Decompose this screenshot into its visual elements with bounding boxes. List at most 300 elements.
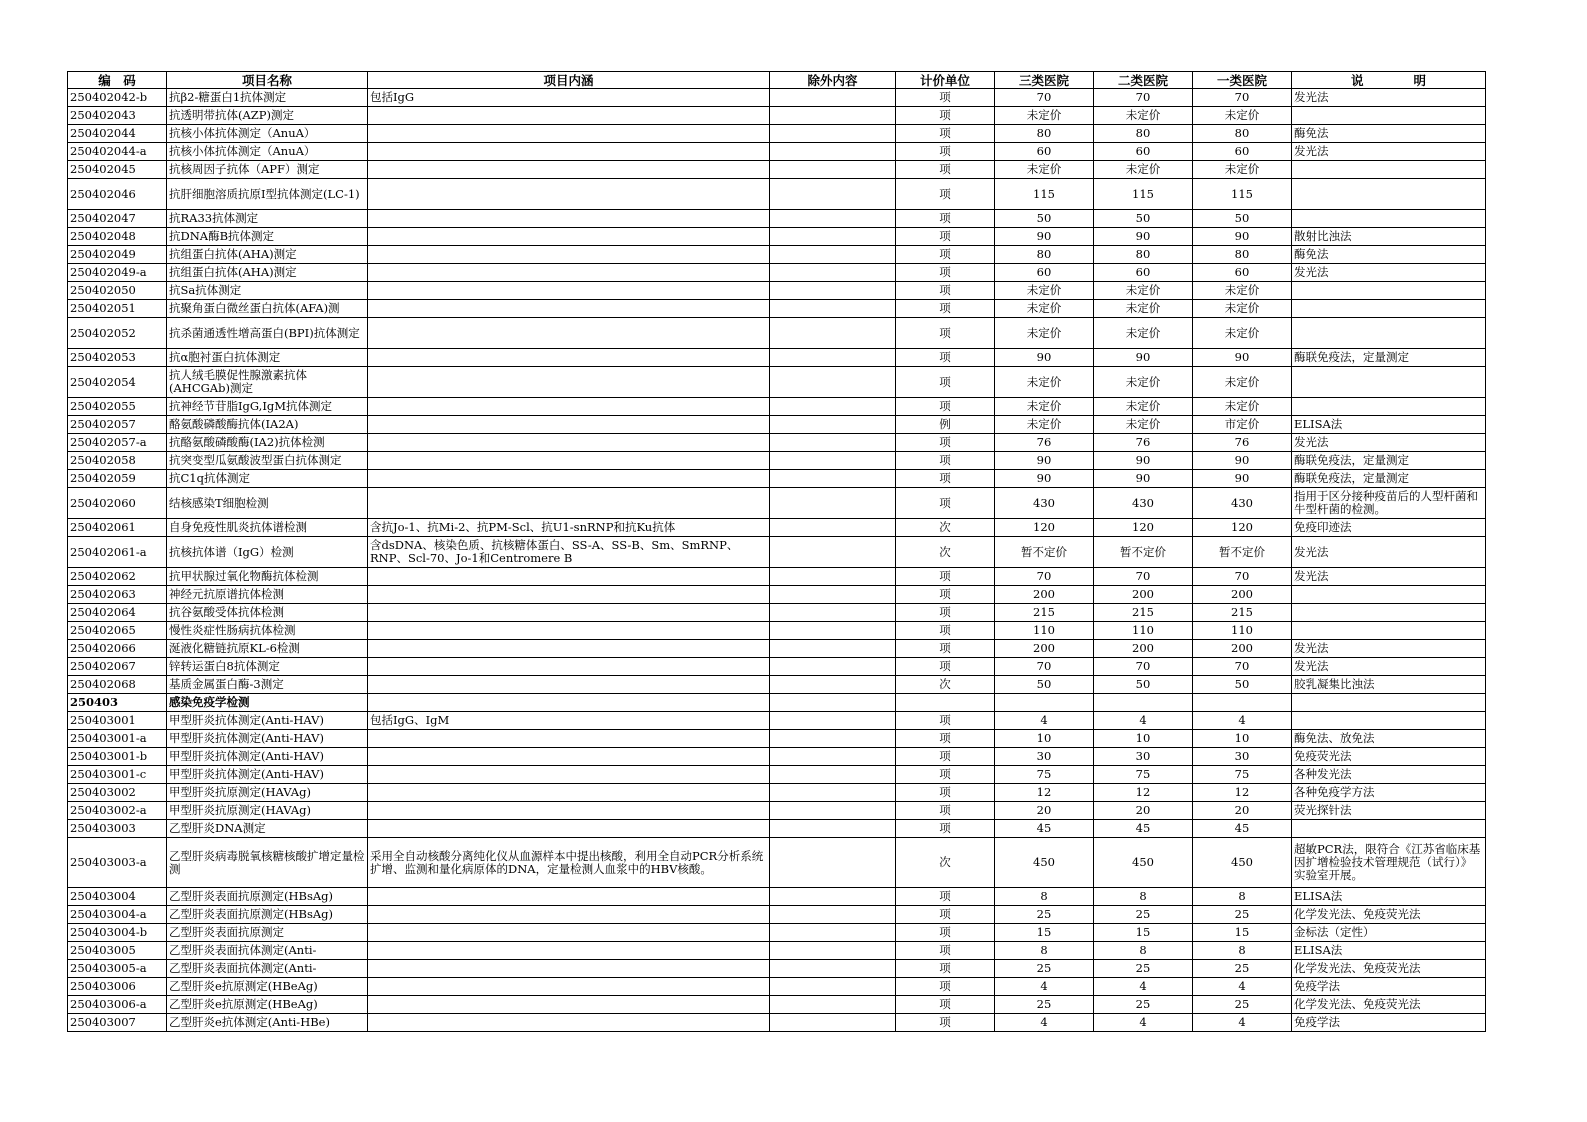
cell-notes — [1292, 107, 1486, 125]
cell-item-content — [368, 942, 770, 960]
cell-notes — [1292, 179, 1486, 210]
cell-exclusions — [770, 349, 896, 367]
cell-item-name: 乙型肝炎e抗原测定(HBeAg) — [167, 996, 368, 1014]
cell-class2-price: 50 — [1094, 210, 1193, 228]
cell-item-name: 抗酪氨酸磷酸酶(IA2)抗体检测 — [167, 434, 368, 452]
cell-class1-price: 未定价 — [1193, 300, 1292, 318]
cell-unit: 项 — [896, 398, 995, 416]
cell-exclusions — [770, 676, 896, 694]
cell-item-name: 甲型肝炎抗体测定(Anti-HAV) — [167, 748, 368, 766]
cell-item-name: 抗透明带抗体(AZP)测定 — [167, 107, 368, 125]
cell-notes: 酶联免疫法，定量测定 — [1292, 452, 1486, 470]
cell-class2-price: 450 — [1094, 838, 1193, 888]
cell-class1-price: 115 — [1193, 179, 1292, 210]
cell-exclusions — [770, 888, 896, 906]
cell-item-name: 抗杀菌通透性增高蛋白(BPI)抗体测定 — [167, 318, 368, 349]
cell-item-content — [368, 604, 770, 622]
cell-exclusions — [770, 434, 896, 452]
cell-item-content — [368, 318, 770, 349]
cell-class1-price: 25 — [1193, 996, 1292, 1014]
cell-class3-price: 12 — [995, 784, 1094, 802]
cell-class1-price: 70 — [1193, 89, 1292, 107]
cell-class3-price: 未定价 — [995, 300, 1094, 318]
cell-class3-price: 90 — [995, 470, 1094, 488]
cell-item-content — [368, 888, 770, 906]
cell-class1-price: 4 — [1193, 1014, 1292, 1032]
table-row — [68, 367, 1486, 398]
cell-code: 250403004 — [68, 888, 167, 906]
table-body — [68, 89, 1486, 1032]
table-row — [68, 622, 1486, 640]
cell-item-name: 抗突变型瓜氨酸波型蛋白抗体测定 — [167, 452, 368, 470]
cell-item-content — [368, 143, 770, 161]
cell-class1-price: 45 — [1193, 820, 1292, 838]
cell-exclusions — [770, 318, 896, 349]
header-item-content: 项目内涵 — [368, 72, 770, 89]
cell-class3-price: 未定价 — [995, 161, 1094, 179]
cell-item-content — [368, 488, 770, 519]
table-row — [68, 107, 1486, 125]
cell-notes: 免疫印迹法 — [1292, 519, 1486, 537]
cell-item-name: 乙型肝炎表面抗原测定(HBsAg) — [167, 906, 368, 924]
cell-exclusions — [770, 107, 896, 125]
cell-notes: 酶免法 — [1292, 246, 1486, 264]
cell-item-content: 含dsDNA、核染色质、抗核糖体蛋白、SS-A、SS-B、Sm、SmRNP、RNP、Scl-70、Jo-1和Centromere B — [368, 537, 770, 568]
cell-notes: 免疫学法 — [1292, 978, 1486, 996]
cell-exclusions — [770, 488, 896, 519]
cell-exclusions — [770, 820, 896, 838]
cell-class1-price: 15 — [1193, 924, 1292, 942]
cell-exclusions — [770, 89, 896, 107]
cell-class1-price: 未定价 — [1193, 282, 1292, 300]
cell-class2-price: 70 — [1094, 568, 1193, 586]
cell-unit: 项 — [896, 1014, 995, 1032]
cell-unit: 次 — [896, 838, 995, 888]
cell-class3-price: 430 — [995, 488, 1094, 519]
cell-item-name: 抗人绒毛膜促性腺激素抗体(AHCGAb)测定 — [167, 367, 368, 398]
cell-code: 250402061-a — [68, 537, 167, 568]
cell-class1-price: 暂不定价 — [1193, 537, 1292, 568]
cell-code: 250403004-b — [68, 924, 167, 942]
cell-class3-price: 200 — [995, 640, 1094, 658]
cell-item-content — [368, 452, 770, 470]
cell-exclusions — [770, 766, 896, 784]
cell-exclusions — [770, 658, 896, 676]
cell-item-name: 锌转运蛋白8抗体测定 — [167, 658, 368, 676]
cell-exclusions — [770, 640, 896, 658]
cell-unit: 项 — [896, 978, 995, 996]
cell-code: 250402065 — [68, 622, 167, 640]
cell-class2-price: 90 — [1094, 470, 1193, 488]
table-row — [68, 470, 1486, 488]
cell-class2-price: 90 — [1094, 228, 1193, 246]
cell-item-name: 乙型肝炎DNA测定 — [167, 820, 368, 838]
table-row — [68, 161, 1486, 179]
cell-class1-price: 市定价 — [1193, 416, 1292, 434]
cell-class2-price: 8 — [1094, 888, 1193, 906]
cell-class3-price: 30 — [995, 748, 1094, 766]
cell-item-name: 甲型肝炎抗原测定(HAVAg) — [167, 784, 368, 802]
cell-item-content — [368, 568, 770, 586]
cell-item-name: 抗肝细胞溶质抗原I型抗体测定(LC-1) — [167, 179, 368, 210]
cell-exclusions — [770, 1014, 896, 1032]
cell-class2-price — [1094, 694, 1193, 712]
cell-class2-price: 4 — [1094, 978, 1193, 996]
cell-notes — [1292, 300, 1486, 318]
cell-code: 250402049-a — [68, 264, 167, 282]
cell-class2-price: 25 — [1094, 996, 1193, 1014]
cell-item-content — [368, 264, 770, 282]
cell-item-content — [368, 748, 770, 766]
cell-class2-price: 4 — [1094, 1014, 1193, 1032]
cell-class2-price: 50 — [1094, 676, 1193, 694]
cell-exclusions — [770, 802, 896, 820]
cell-notes: 超敏PCR法，限符合《江苏省临床基因扩增检验技术管理规范（试行）》实验室开展。 — [1292, 838, 1486, 888]
table-header — [68, 72, 1486, 89]
cell-item-content — [368, 960, 770, 978]
cell-class2-price: 未定价 — [1094, 107, 1193, 125]
cell-class2-price: 未定价 — [1094, 416, 1193, 434]
header-class1-price: 一类医院 — [1193, 72, 1292, 89]
cell-code: 250403001-a — [68, 730, 167, 748]
cell-notes — [1292, 604, 1486, 622]
cell-unit: 项 — [896, 300, 995, 318]
cell-unit: 项 — [896, 802, 995, 820]
cell-class1-price: 80 — [1193, 246, 1292, 264]
cell-unit: 项 — [896, 246, 995, 264]
cell-class3-price: 115 — [995, 179, 1094, 210]
cell-class1-price: 10 — [1193, 730, 1292, 748]
cell-class2-price: 未定价 — [1094, 161, 1193, 179]
cell-code: 250402042-b — [68, 89, 167, 107]
cell-item-name: 抗Sa抗体测定 — [167, 282, 368, 300]
cell-item-content — [368, 676, 770, 694]
cell-item-content — [368, 658, 770, 676]
cell-class3-price: 未定价 — [995, 398, 1094, 416]
cell-notes: 化学发光法、免疫荧光法 — [1292, 996, 1486, 1014]
cell-item-name: 乙型肝炎表面抗体测定(Anti- — [167, 942, 368, 960]
cell-notes: 化学发光法、免疫荧光法 — [1292, 906, 1486, 924]
cell-unit: 项 — [896, 264, 995, 282]
cell-class2-price: 200 — [1094, 640, 1193, 658]
cell-class2-price: 115 — [1094, 179, 1193, 210]
cell-unit: 项 — [896, 748, 995, 766]
cell-exclusions — [770, 210, 896, 228]
cell-notes: 发光法 — [1292, 264, 1486, 282]
table-row — [68, 960, 1486, 978]
cell-code: 250402063 — [68, 586, 167, 604]
cell-class3-price: 50 — [995, 210, 1094, 228]
cell-unit: 项 — [896, 210, 995, 228]
cell-class1-price: 200 — [1193, 586, 1292, 604]
cell-exclusions — [770, 179, 896, 210]
cell-notes — [1292, 586, 1486, 604]
cell-item-content — [368, 622, 770, 640]
table-row — [68, 712, 1486, 730]
cell-code: 250402059 — [68, 470, 167, 488]
cell-code: 250402062 — [68, 568, 167, 586]
cell-class3-price: 80 — [995, 246, 1094, 264]
table-row — [68, 349, 1486, 367]
cell-class1-price: 未定价 — [1193, 367, 1292, 398]
header-class2-price: 二类医院 — [1094, 72, 1193, 89]
cell-exclusions — [770, 161, 896, 179]
cell-class1-price: 未定价 — [1193, 318, 1292, 349]
cell-class3-price: 200 — [995, 586, 1094, 604]
table-row — [68, 125, 1486, 143]
cell-class2-price: 75 — [1094, 766, 1193, 784]
cell-class1-price: 75 — [1193, 766, 1292, 784]
cell-item-content — [368, 470, 770, 488]
table-row — [68, 906, 1486, 924]
cell-class3-price: 215 — [995, 604, 1094, 622]
cell-notes: ELISA法 — [1292, 888, 1486, 906]
cell-unit: 项 — [896, 906, 995, 924]
cell-class3-price: 90 — [995, 452, 1094, 470]
cell-class3-price — [995, 694, 1094, 712]
cell-item-name: 甲型肝炎抗体测定(Anti-HAV) — [167, 730, 368, 748]
table-row — [68, 228, 1486, 246]
cell-code: 250402058 — [68, 452, 167, 470]
cell-item-content — [368, 586, 770, 604]
table-row — [68, 996, 1486, 1014]
cell-class3-price: 45 — [995, 820, 1094, 838]
cell-item-name: 抗谷氨酸受体抗体检测 — [167, 604, 368, 622]
cell-code: 250402046 — [68, 179, 167, 210]
cell-item-content — [368, 179, 770, 210]
table-row — [68, 1014, 1486, 1032]
cell-code: 250402045 — [68, 161, 167, 179]
cell-item-content — [368, 398, 770, 416]
cell-code: 250403003 — [68, 820, 167, 838]
cell-unit: 项 — [896, 107, 995, 125]
cell-code: 250403006-a — [68, 996, 167, 1014]
cell-notes: 免疫荧光法 — [1292, 748, 1486, 766]
cell-item-content — [368, 300, 770, 318]
cell-unit: 项 — [896, 161, 995, 179]
cell-class1-price: 70 — [1193, 658, 1292, 676]
cell-exclusions — [770, 125, 896, 143]
table-row — [68, 748, 1486, 766]
cell-class1-price: 450 — [1193, 838, 1292, 888]
cell-item-content — [368, 820, 770, 838]
cell-notes: 各种发光法 — [1292, 766, 1486, 784]
table-row — [68, 820, 1486, 838]
cell-class3-price: 60 — [995, 264, 1094, 282]
cell-item-name: 抗核小体抗体测定（AnuA） — [167, 125, 368, 143]
cell-code: 250403002 — [68, 784, 167, 802]
cell-class1-price: 未定价 — [1193, 107, 1292, 125]
cell-item-name: 基质金属蛋白酶-3测定 — [167, 676, 368, 694]
cell-notes — [1292, 367, 1486, 398]
cell-item-name: 抗组蛋白抗体(AHA)测定 — [167, 246, 368, 264]
cell-class3-price: 8 — [995, 942, 1094, 960]
cell-unit: 项 — [896, 488, 995, 519]
cell-exclusions — [770, 712, 896, 730]
cell-notes: 酶联免疫法，定量测定 — [1292, 349, 1486, 367]
cell-code: 250402055 — [68, 398, 167, 416]
cell-exclusions — [770, 604, 896, 622]
cell-unit: 项 — [896, 942, 995, 960]
cell-item-name: 抗聚角蛋白微丝蛋白抗体(AFA)测 — [167, 300, 368, 318]
cell-exclusions — [770, 367, 896, 398]
table-row — [68, 838, 1486, 888]
cell-class2-price: 15 — [1094, 924, 1193, 942]
cell-class1-price: 76 — [1193, 434, 1292, 452]
cell-item-name: 抗RA33抗体测定 — [167, 210, 368, 228]
cell-item-content — [368, 694, 770, 712]
cell-class1-price: 60 — [1193, 143, 1292, 161]
cell-code: 250403001 — [68, 712, 167, 730]
cell-item-name: 抗β2-糖蛋白1抗体测定 — [167, 89, 368, 107]
cell-class1-price: 20 — [1193, 802, 1292, 820]
cell-unit: 项 — [896, 604, 995, 622]
cell-class2-price: 4 — [1094, 712, 1193, 730]
table-row — [68, 519, 1486, 537]
cell-unit: 次 — [896, 519, 995, 537]
cell-item-content — [368, 730, 770, 748]
table-row — [68, 802, 1486, 820]
cell-class3-price: 90 — [995, 349, 1094, 367]
cell-class3-price: 15 — [995, 924, 1094, 942]
cell-exclusions — [770, 784, 896, 802]
cell-code: 250402064 — [68, 604, 167, 622]
cell-unit: 项 — [896, 784, 995, 802]
cell-item-name: 乙型肝炎病毒脱氧核糖核酸扩增定量检测 — [167, 838, 368, 888]
cell-class1-price: 90 — [1193, 228, 1292, 246]
cell-class2-price: 430 — [1094, 488, 1193, 519]
table-row — [68, 730, 1486, 748]
cell-notes: 发光法 — [1292, 89, 1486, 107]
cell-unit: 项 — [896, 586, 995, 604]
table-row — [68, 568, 1486, 586]
cell-notes — [1292, 820, 1486, 838]
cell-class3-price: 25 — [995, 960, 1094, 978]
cell-code: 250402053 — [68, 349, 167, 367]
cell-class1-price: 430 — [1193, 488, 1292, 519]
cell-code: 250403005 — [68, 942, 167, 960]
cell-unit: 项 — [896, 367, 995, 398]
cell-class3-price: 70 — [995, 89, 1094, 107]
cell-item-name: 神经元抗原谱抗体检测 — [167, 586, 368, 604]
cell-exclusions — [770, 924, 896, 942]
cell-item-name: 抗甲状腺过氧化物酶抗体检测 — [167, 568, 368, 586]
cell-class3-price: 450 — [995, 838, 1094, 888]
cell-item-content: 包括IgG — [368, 89, 770, 107]
cell-class3-price: 120 — [995, 519, 1094, 537]
cell-class3-price: 76 — [995, 434, 1094, 452]
cell-code: 250403003-a — [68, 838, 167, 888]
cell-exclusions — [770, 730, 896, 748]
cell-class1-price: 4 — [1193, 978, 1292, 996]
cell-item-content — [368, 349, 770, 367]
cell-class2-price: 20 — [1094, 802, 1193, 820]
cell-class3-price: 4 — [995, 712, 1094, 730]
cell-notes — [1292, 318, 1486, 349]
cell-unit: 项 — [896, 179, 995, 210]
cell-class3-price: 10 — [995, 730, 1094, 748]
cell-notes: ELISA法 — [1292, 942, 1486, 960]
cell-unit: 项 — [896, 888, 995, 906]
cell-unit: 项 — [896, 640, 995, 658]
cell-item-content: 含抗Jo-1、抗Mi-2、抗PM-Scl、抗U1-snRNP和抗Ku抗体 — [368, 519, 770, 537]
cell-item-content — [368, 924, 770, 942]
cell-class2-price: 60 — [1094, 264, 1193, 282]
header-code: 编 码 — [68, 72, 167, 89]
cell-notes — [1292, 282, 1486, 300]
cell-notes: 发光法 — [1292, 537, 1486, 568]
cell-unit: 项 — [896, 568, 995, 586]
table-row — [68, 586, 1486, 604]
cell-code: 250402050 — [68, 282, 167, 300]
cell-exclusions — [770, 748, 896, 766]
cell-exclusions — [770, 246, 896, 264]
cell-item-name: 乙型肝炎表面抗体测定(Anti- — [167, 960, 368, 978]
table-row — [68, 434, 1486, 452]
cell-exclusions — [770, 416, 896, 434]
cell-notes: 胶乳凝集比浊法 — [1292, 676, 1486, 694]
cell-item-name: 乙型肝炎e抗体测定(Anti-HBe) — [167, 1014, 368, 1032]
cell-exclusions — [770, 264, 896, 282]
cell-notes — [1292, 694, 1486, 712]
cell-code: 250402043 — [68, 107, 167, 125]
cell-notes: 发光法 — [1292, 434, 1486, 452]
table-row — [68, 640, 1486, 658]
cell-unit: 项 — [896, 730, 995, 748]
cell-unit — [896, 694, 995, 712]
header-class3-price: 三类医院 — [995, 72, 1094, 89]
cell-class1-price — [1193, 694, 1292, 712]
table-row — [68, 210, 1486, 228]
cell-exclusions — [770, 978, 896, 996]
cell-unit: 次 — [896, 537, 995, 568]
cell-item-content — [368, 210, 770, 228]
cell-item-content — [368, 978, 770, 996]
cell-code: 250402060 — [68, 488, 167, 519]
cell-item-content — [368, 228, 770, 246]
cell-exclusions — [770, 906, 896, 924]
cell-class3-price: 未定价 — [995, 318, 1094, 349]
cell-item-name: 抗核周因子抗体（APF）测定 — [167, 161, 368, 179]
cell-exclusions — [770, 452, 896, 470]
cell-class2-price: 90 — [1094, 452, 1193, 470]
cell-unit: 项 — [896, 318, 995, 349]
cell-class1-price: 60 — [1193, 264, 1292, 282]
cell-unit: 次 — [896, 676, 995, 694]
cell-item-name: 抗DNA酶B抗体测定 — [167, 228, 368, 246]
cell-class2-price: 110 — [1094, 622, 1193, 640]
cell-class3-price: 90 — [995, 228, 1094, 246]
cell-class2-price: 10 — [1094, 730, 1193, 748]
cell-unit: 项 — [896, 143, 995, 161]
cell-class1-price: 25 — [1193, 906, 1292, 924]
cell-item-name: 甲型肝炎抗体测定(Anti-HAV) — [167, 712, 368, 730]
cell-unit: 项 — [896, 712, 995, 730]
cell-class3-price: 20 — [995, 802, 1094, 820]
cell-notes: 指用于区分接种疫苗后的人型杆菌和牛型杆菌的检测。 — [1292, 488, 1486, 519]
cell-unit: 项 — [896, 924, 995, 942]
cell-class2-price: 未定价 — [1094, 300, 1193, 318]
cell-class3-price: 50 — [995, 676, 1094, 694]
cell-notes: 发光法 — [1292, 568, 1486, 586]
cell-item-content — [368, 996, 770, 1014]
cell-item-content — [368, 434, 770, 452]
cell-unit: 项 — [896, 228, 995, 246]
cell-exclusions — [770, 942, 896, 960]
table-row — [68, 246, 1486, 264]
cell-item-content — [368, 282, 770, 300]
cell-class1-price: 25 — [1193, 960, 1292, 978]
